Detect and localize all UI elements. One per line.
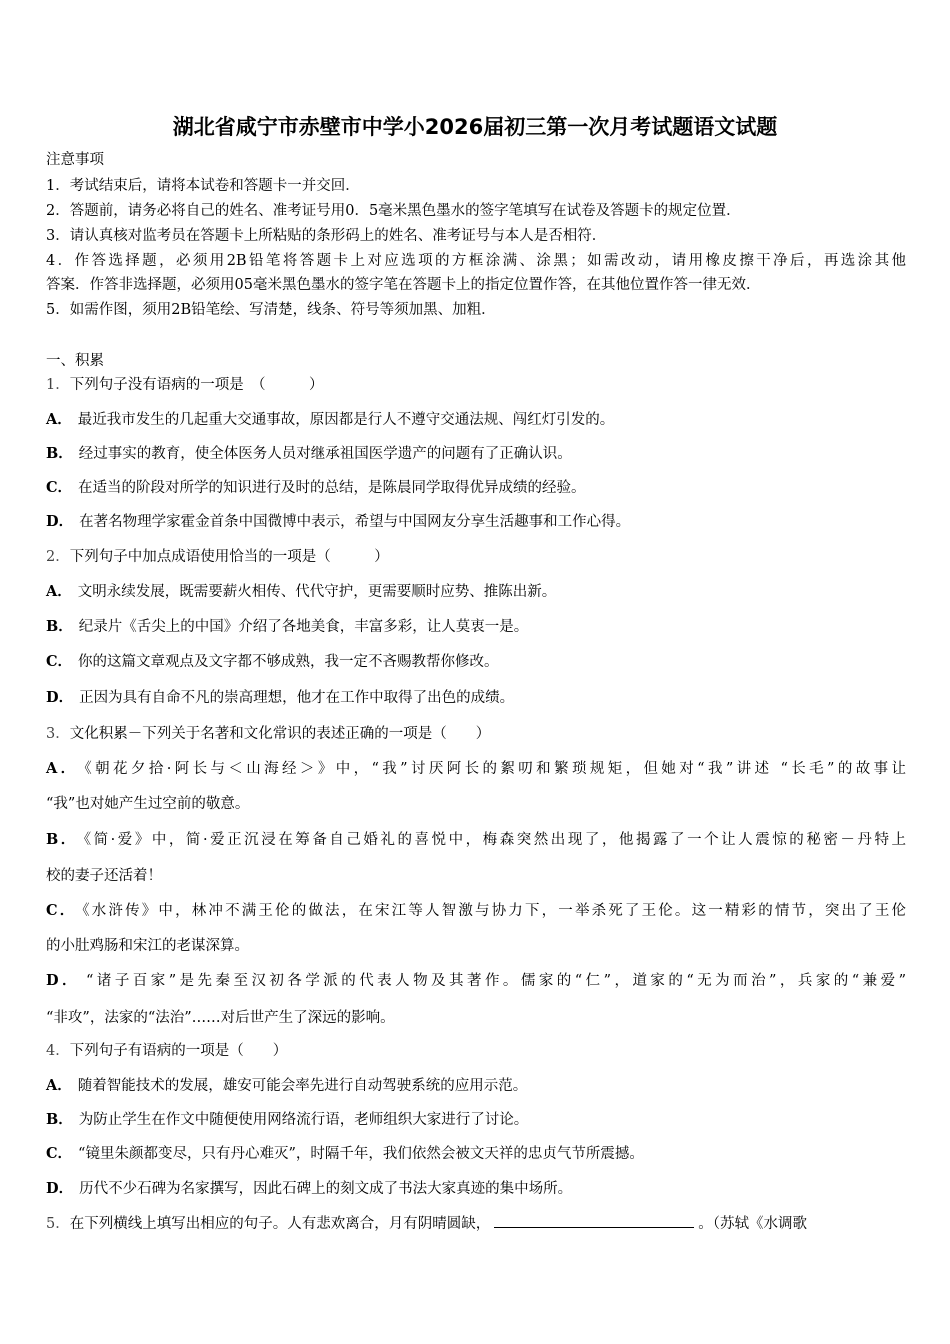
notice-item: 2．答题前，请务必将自己的姓名、准考证号用0．5毫米黑色墨水的签字笔填写在试卷及答题卡的规定位置． <box>46 203 741 219</box>
question-stem: 下列句子没有语病的一项是 （ ） <box>69 377 324 393</box>
question-number: 3． <box>46 726 70 742</box>
option-letter: A． <box>46 583 72 600</box>
option-text: 最近我市发生的几起重大交通事故，原因都是行人不遵守交通法规、闯红灯引发的。 <box>77 412 615 428</box>
answer-blank[interactable] <box>494 1213 694 1228</box>
question-stem-end: 。（苏轼《水调歌 <box>698 1216 807 1232</box>
option-b <box>46 617 528 637</box>
option-d <box>46 688 514 708</box>
option-d <box>46 512 630 532</box>
option-letter: D． <box>46 513 74 530</box>
question-number: 4． <box>46 1043 70 1059</box>
question-number: 5． <box>46 1216 70 1232</box>
option-text: 纪录片《舌尖上的中国》介绍了各地美食，丰富多彩，让人莫衷一是。 <box>78 619 529 635</box>
option-text: 在适当的阶段对所学的知识进行及时的总结，是陈晨同学取得优异成绩的经验。 <box>78 480 586 496</box>
question-stem: 文化积累－下列关于名著和文化常识的表述正确的一项是（ ） <box>69 726 491 742</box>
question-stem: 在下列横线上填写出相应的句子。人有悲欢离合，月有阴晴圆缺， <box>69 1216 491 1232</box>
option-c <box>46 1144 644 1164</box>
option-letter: B． <box>46 445 73 462</box>
option-b <box>46 444 572 464</box>
question-number: 2． <box>46 549 70 565</box>
option-text: 为防止学生在作文中随便使用网络流行语，老师组织大家进行了讨论。 <box>78 1112 529 1128</box>
option-d <box>46 1179 572 1199</box>
notice-item: 答案．作答非选择题，必须用05毫米黑色墨水的签字笔在答题卡上的指定位置作答，在其他位置作答一律无效． <box>46 277 761 293</box>
option-d-continued: “非攻”，法家的“法治”……对后世产生了深远的影响。 <box>46 1010 395 1026</box>
option-text: 《朝花夕拾·阿长与＜山海经＞》中，“我”讨厌阿长的絮叨和繁琐规矩，但她对“我”讲述 “长毛”的故事让 <box>84 761 906 777</box>
option-a <box>46 582 556 602</box>
option-letter: C． <box>46 653 73 670</box>
question-1 <box>46 375 323 395</box>
option-text: 随着智能技术的发展，雄安可能会率先进行自动驾驶系统的应用示范。 <box>77 1078 528 1094</box>
option-letter: D． <box>46 1180 74 1197</box>
option-d <box>46 971 906 991</box>
option-c <box>46 478 586 498</box>
notice-item: 3．请认真核对监考员在答题卡上所粘贴的条形码上的姓名、准考证号与本人是否相符． <box>46 228 607 244</box>
option-letter: C． <box>46 902 77 919</box>
question-stem: 下列句子中加点成语使用恰当的一项是（ ） <box>69 549 389 565</box>
option-text: “镜里朱颜都变尽，只有丹心难灭”，时隔千年，我们依然会被文天祥的忠贞气节所震撼。 <box>78 1146 644 1162</box>
option-letter: A． <box>46 411 72 428</box>
notice-heading: 注意事项 <box>46 152 104 168</box>
option-c <box>46 901 906 921</box>
option-text: 《水浒传》中，林冲不满王伦的做法，在宋江等人智激与协力下，一举杀死了王伦。这一精彩的情节，突出了王伦 <box>82 903 907 919</box>
notice-item: 1．考试结束后，请将本试卷和答题卡一并交回． <box>46 178 360 194</box>
question-2 <box>46 547 389 567</box>
option-text: 正因为具有自命不凡的崇高理想，他才在工作中取得了出色的成绩。 <box>79 690 515 706</box>
option-text: 你的这篇文章观点及文字都不够成熟，我一定不吝赐教帮你修改。 <box>78 654 499 670</box>
section-heading: 一、积累 <box>46 353 104 369</box>
option-b <box>46 1110 528 1130</box>
option-c <box>46 652 499 672</box>
option-a-continued: “我”也对她产生过空前的敬意。 <box>46 796 250 812</box>
option-letter: C． <box>46 479 73 496</box>
option-b <box>46 830 906 850</box>
option-letter: B． <box>46 1111 73 1128</box>
option-c-continued: 的小肚鸡肠和宋江的老谋深算。 <box>46 938 249 954</box>
option-letter: B． <box>46 831 78 848</box>
option-letter: D． <box>46 972 80 989</box>
option-a <box>46 1076 527 1096</box>
option-letter: D． <box>46 689 74 706</box>
option-letter: A． <box>46 760 79 777</box>
notice-item: 5．如需作图，须用2B铅笔绘、写清楚，线条、符号等须加黑、加粗． <box>46 302 496 318</box>
option-letter: B． <box>46 618 73 635</box>
question-3 <box>46 724 490 744</box>
option-text: 历代不少石碑为名家撰写，因此石碑上的刻文成了书法大家真迹的集中场所。 <box>79 1181 573 1197</box>
option-a <box>46 759 906 779</box>
notice-item: 4．作答选择题，必须用2B铅笔将答题卡上对应选项的方框涂满、涂黑；如需改动，请用橡皮擦干净后，再选涂其他 <box>46 253 906 269</box>
option-text: 在著名物理学家霍金首条中国微博中表示，希望与中国网友分享生活趣事和工作心得。 <box>79 514 631 530</box>
option-text: 文明永续发展，既需要薪火相传、代代守护，更需要顺时应势、推陈出新。 <box>77 584 557 600</box>
option-letter: A． <box>46 1077 72 1094</box>
option-b-continued: 校的妻子还活着！ <box>46 868 162 884</box>
question-number: 1． <box>46 377 70 393</box>
option-letter: C． <box>46 1145 73 1162</box>
option-text: 《简·爱》中，简·爱正沉浸在筹备自己婚礼的喜悦中，梅森突然出现了，他揭露了一个让人震惊的秘密－丹特上 <box>83 832 906 848</box>
question-stem: 下列句子有语病的一项是（ ） <box>69 1043 288 1059</box>
option-a <box>46 410 614 430</box>
question-4 <box>46 1041 287 1061</box>
page-title: 湖北省咸宁市赤壁市中学小2026届初三第一次月考试题语文试题 <box>172 115 778 139</box>
option-text: 经过事实的教育，使全体医务人员对继承祖国医学遗产的问题有了正确认识。 <box>78 446 572 462</box>
option-text: “诸子百家”是先秦至汉初各学派的代表人物及其著作。儒家的“仁”，道家的“无为而治”，兵家的“兼爱” <box>86 973 906 989</box>
question-5 <box>46 1213 807 1234</box>
